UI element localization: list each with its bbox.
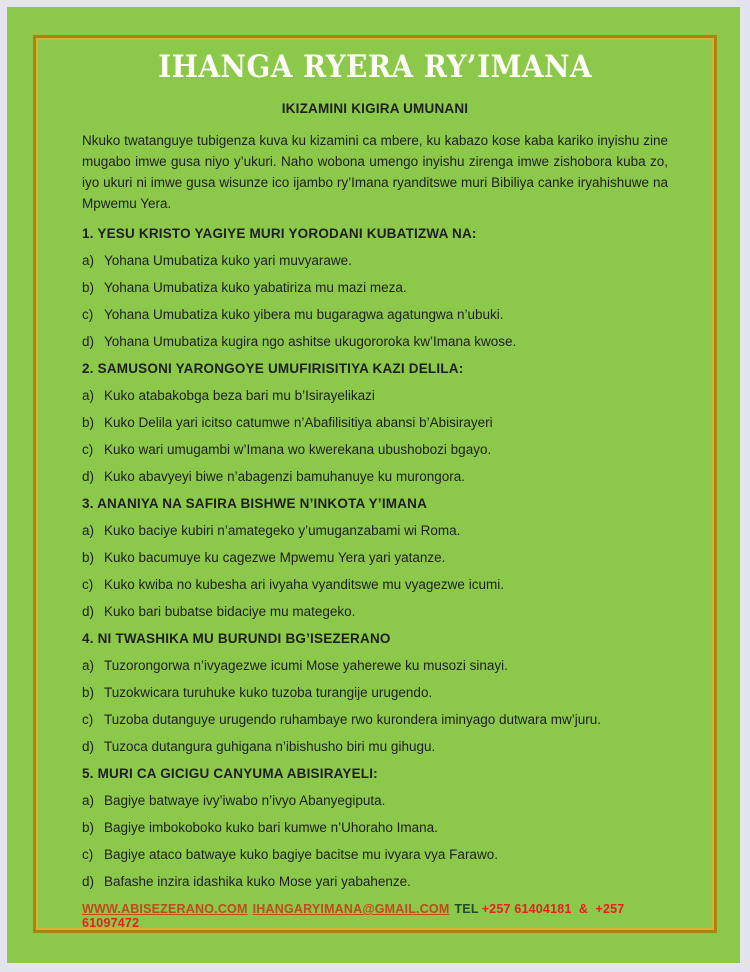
option-label: c) bbox=[82, 307, 94, 322]
option-label: b) bbox=[82, 415, 95, 430]
question-block-3 bbox=[82, 490, 668, 625]
option-text: Yohana Umubatiza kugira ngo ashitse ukugororoka kw’Imana kwose. bbox=[104, 334, 517, 349]
option-label: c) bbox=[82, 847, 94, 862]
question-block-2 bbox=[82, 355, 668, 490]
option-label: d) bbox=[82, 334, 95, 349]
tel-label: TEL bbox=[454, 902, 479, 916]
option-text: Bafashe inzira idashika kuko Mose yari yabahenze. bbox=[104, 874, 411, 889]
option-text: Bagiye ataco batwaye kuko bagiye bacitse mu ivyara vya Farawo. bbox=[104, 847, 498, 862]
option-text: Kuko abavyeyi biwe n’abagenzi bamuhanuye ku murongora. bbox=[104, 469, 465, 484]
question-block-4 bbox=[82, 625, 668, 760]
option-line bbox=[82, 544, 668, 571]
footer bbox=[82, 902, 668, 930]
option-label: b) bbox=[82, 685, 95, 700]
question-heading: 3. ANANIYA NA SAFIRA BISHWE N’INKOTA Y’IMANA bbox=[82, 496, 428, 511]
option-text: Tuzoba dutanguye urugendo ruhambaye rwo kurondera iminyago dutwara mw’juru. bbox=[104, 712, 602, 727]
gold-frame bbox=[33, 35, 717, 933]
option-label: a) bbox=[82, 658, 95, 673]
question-block-1 bbox=[82, 220, 668, 355]
option-label: a) bbox=[82, 523, 95, 538]
option-line bbox=[82, 814, 668, 841]
page-subtitle: IKIZAMINI KIGIRA UMUNANI bbox=[281, 101, 469, 116]
option-label: d) bbox=[82, 469, 95, 484]
question-block-5 bbox=[82, 760, 668, 895]
option-line bbox=[82, 409, 668, 436]
option-text: Kuko wari umugambi w’Imana wo kwerekana ubushobozi bgayo. bbox=[104, 442, 492, 457]
option-text: Tuzoca dutangura guhigana n’ibishusho biri mu gihugu. bbox=[104, 739, 436, 754]
page-title-text: IHANGA RYERA RY’IMANA bbox=[158, 49, 592, 85]
option-label: a) bbox=[82, 793, 95, 808]
document-page bbox=[7, 7, 740, 963]
gold-frame-inner bbox=[36, 38, 714, 930]
option-line bbox=[82, 787, 668, 814]
option-text: Kuko kwiba no kubesha ari ivyaha vyanditswe mu vyagezwe icumi. bbox=[104, 577, 504, 592]
question-heading: 4. NI TWASHIKA MU BURUNDI BG’ISEZERANO bbox=[82, 631, 391, 646]
option-text: Kuko Delila yari icitso catumwe n’Abafilisitiya abansi b’Abisirayeri bbox=[104, 415, 493, 430]
option-text: Kuko bacumuye ku cagezwe Mpwemu Yera yari yatanze. bbox=[104, 550, 446, 565]
option-label: b) bbox=[82, 820, 95, 835]
option-text: Kuko atabakobga beza bari mu b’Isirayelikazi bbox=[104, 388, 375, 403]
option-label: a) bbox=[82, 388, 95, 403]
option-line bbox=[82, 301, 668, 328]
option-line bbox=[82, 517, 668, 544]
option-label: c) bbox=[82, 712, 94, 727]
option-line bbox=[82, 706, 668, 733]
option-label: a) bbox=[82, 253, 95, 268]
option-text: Kuko bari bubatse bidaciye mu mategeko. bbox=[104, 604, 356, 619]
intro-paragraph: Nkuko twatanguye tubigenza kuva ku kizamini ca mbere, ku kabazo kose kaba kariko inyishu zine mugabo imwe gusa niyo y’ukuri. Naho wobona umengo inyishu zirenga imwe zishobora kuba zo, iyo ukuri ni imwe gusa wisunze ico ijambo ry’Imana ryanditswe muri Bibiliya canke iryahishuwe na Mpwemu Yera. bbox=[82, 133, 668, 211]
question-heading: 5. MURI CA GICIGU CANYUMA ABISIRAYELI: bbox=[82, 766, 378, 781]
option-text: Tuzorongorwa n’ivyagezwe icumi Mose yaherewe ku musozi sinayi. bbox=[104, 658, 508, 673]
option-text: Bagiye batwaye ivy’iwabo n’ivyo Abanyegiputa. bbox=[104, 793, 386, 808]
option-line bbox=[82, 679, 668, 706]
option-line bbox=[82, 868, 668, 895]
option-line bbox=[82, 247, 668, 274]
option-line bbox=[82, 841, 668, 868]
option-label: d) bbox=[82, 874, 95, 889]
option-text: Yohana Umubatiza kuko yari muvyarawe. bbox=[104, 253, 352, 268]
option-line bbox=[82, 598, 668, 625]
option-line bbox=[82, 436, 668, 463]
option-text: Tuzokwicara turuhuke kuko tuzoba turangije urugendo. bbox=[104, 685, 433, 700]
question-heading: 2. SAMUSONI YARONGOYE UMUFIRISITIYA KAZI DELILA: bbox=[82, 361, 464, 376]
option-label: c) bbox=[82, 442, 94, 457]
option-line bbox=[82, 328, 668, 355]
option-label: c) bbox=[82, 577, 94, 592]
option-line bbox=[82, 652, 668, 679]
option-label: d) bbox=[82, 739, 95, 754]
question-heading: 1. YESU KRISTO YAGIYE MURI YORODANI KUBATIZWA NA: bbox=[82, 226, 477, 241]
option-label: d) bbox=[82, 604, 95, 619]
option-line bbox=[82, 382, 668, 409]
option-text: Bagiye imbokoboko kuko bari kumwe n’Uhoraho Imana. bbox=[104, 820, 438, 835]
phone-numbers: +257 61404181 & +257 61097472 bbox=[82, 902, 629, 930]
option-line bbox=[82, 274, 668, 301]
option-line bbox=[82, 733, 668, 760]
document-content bbox=[38, 40, 712, 928]
website-link[interactable]: WWW.ABISEZERANO.COM bbox=[82, 902, 248, 916]
option-label: b) bbox=[82, 280, 95, 295]
option-line bbox=[82, 463, 668, 490]
option-text: Kuko baciye kubiri n’amategeko y’umuganzabami wi Roma. bbox=[104, 523, 461, 538]
email-link[interactable]: IHANGARYIMANA@GMAIL.COM bbox=[252, 902, 450, 916]
option-label: b) bbox=[82, 550, 95, 565]
option-line bbox=[82, 571, 668, 598]
option-text: Yohana Umubatiza kuko yabatiriza mu mazi meza. bbox=[104, 280, 407, 295]
option-text: Yohana Umubatiza kuko yibera mu bugaragwa agatungwa n’ubuki. bbox=[104, 307, 504, 322]
page-title bbox=[82, 48, 668, 86]
